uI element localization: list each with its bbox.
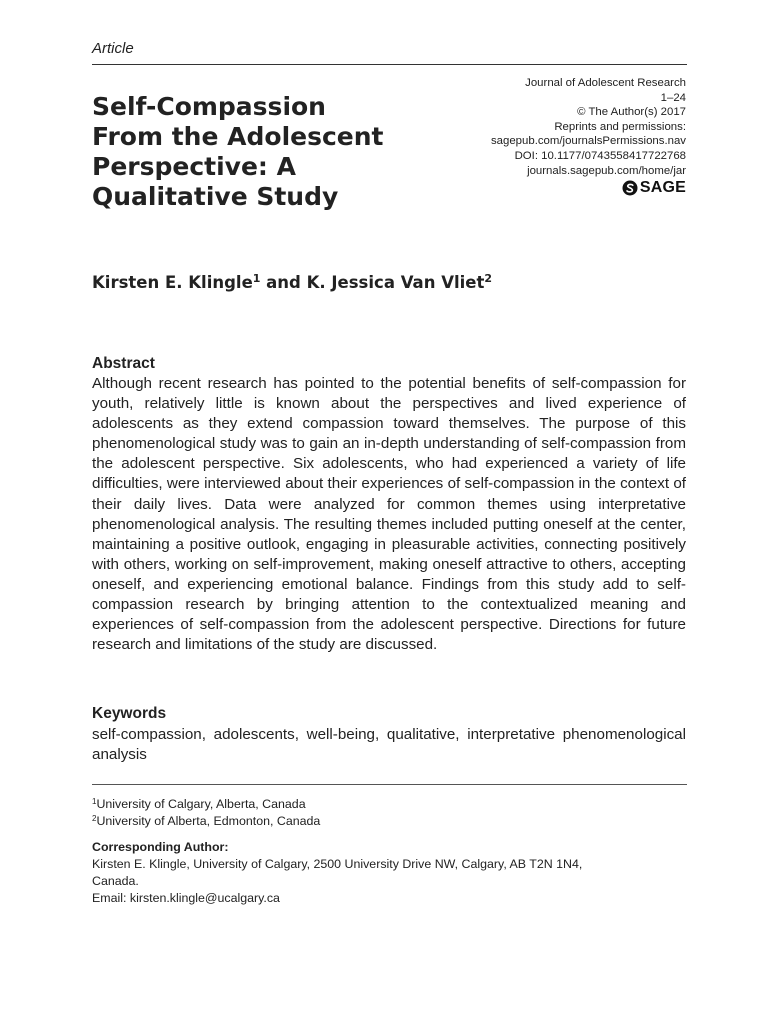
author-list <box>92 273 492 292</box>
keywords-heading: Keywords <box>92 705 167 722</box>
sage-logo-icon <box>622 180 638 196</box>
affiliation-item <box>92 796 320 813</box>
affiliation-text: University of Alberta, Edmonton, Canada <box>96 814 321 828</box>
footnote-divider <box>92 784 687 785</box>
journal-metadata <box>426 76 686 201</box>
title-line: From the Adolescent <box>92 122 384 151</box>
abstract-heading: Abstract <box>92 355 155 372</box>
journal-name: Journal of Adolescent Research <box>525 77 686 89</box>
sage-logo-text: SAGE <box>639 178 686 196</box>
doi[interactable]: DOI: 10.1177/0743558417722768 <box>514 149 686 162</box>
corresponding-address: Kirsten E. Klingle, University of Calgary, 2500 University Drive NW, Calgary, AB T2N 1N4, <box>92 857 583 871</box>
corresponding-email[interactable]: Email: kirsten.klingle@ucalgary.ca <box>92 891 280 905</box>
corresponding-author-heading: Corresponding Author: <box>92 840 229 854</box>
title-line: Qualitative Study <box>92 182 339 211</box>
title-line: Perspective: A <box>92 152 296 181</box>
copyright-notice: © The Author(s) 2017 <box>577 106 686 119</box>
affiliation-item <box>92 813 320 830</box>
keywords-text: self-compassion, adolescents, well-being, qualitative, interpretative phenomenological analysis <box>92 726 686 764</box>
affiliation-marker: 2 <box>92 814 97 823</box>
reprints-label: Reprints and permissions: <box>554 120 686 133</box>
affiliation-text: University of Calgary, Alberta, Canada <box>96 797 306 811</box>
author-name: Kirsten E. Klingle <box>92 273 253 292</box>
corresponding-country: Canada. <box>92 874 139 888</box>
permissions-link[interactable]: sagepub.com/journalsPermissions.nav <box>490 135 686 148</box>
article-type-label: Article <box>92 40 134 57</box>
sage-logo <box>622 180 686 196</box>
title-line: Self-Compassion <box>92 92 326 121</box>
page-range: 1–24 <box>660 91 686 104</box>
abstract-text: Although recent research has pointed to the potential benefits of self-compassion for youth, relatively little is known about the perspectives and lived experience of adolescents as they extend compassion toward themselves. The purpose of this phenomenological study was to gain an in-depth understanding of self-compassion from the adolescent perspective. Six adolescents, who had experienced a variety of life difficulties, were interviewed about their experiences of self-compassion in the context of their daily lives. Data were analyzed for common themes using interpretative phenomenological analysis. The resulting themes included putting oneself at the center, maintaining a positive outlook, engaging in pleasurable activities, connecting positively with others, working on self-improvement, making oneself attractive to others, accepting oneself, and experiencing emotional balance. Findings from this study add to self-compassion research by bringing attention to the contextualized meaning and experiences of self-compassion from the adolescent perspective. Directions for future research and limitations of the study are discussed. <box>92 375 686 654</box>
author-connector: and <box>260 273 307 292</box>
author-affiliation-marker: 1 <box>252 272 261 285</box>
author-name: K. Jessica Van Vliet <box>306 273 485 292</box>
article-title <box>92 92 432 212</box>
affiliations <box>92 796 320 830</box>
header-divider <box>92 64 687 65</box>
affiliation-marker: 1 <box>92 797 97 806</box>
corresponding-author-details <box>92 856 692 907</box>
journal-home-link[interactable]: journals.sagepub.com/home/jar <box>527 164 686 177</box>
author-affiliation-marker: 2 <box>484 272 493 285</box>
